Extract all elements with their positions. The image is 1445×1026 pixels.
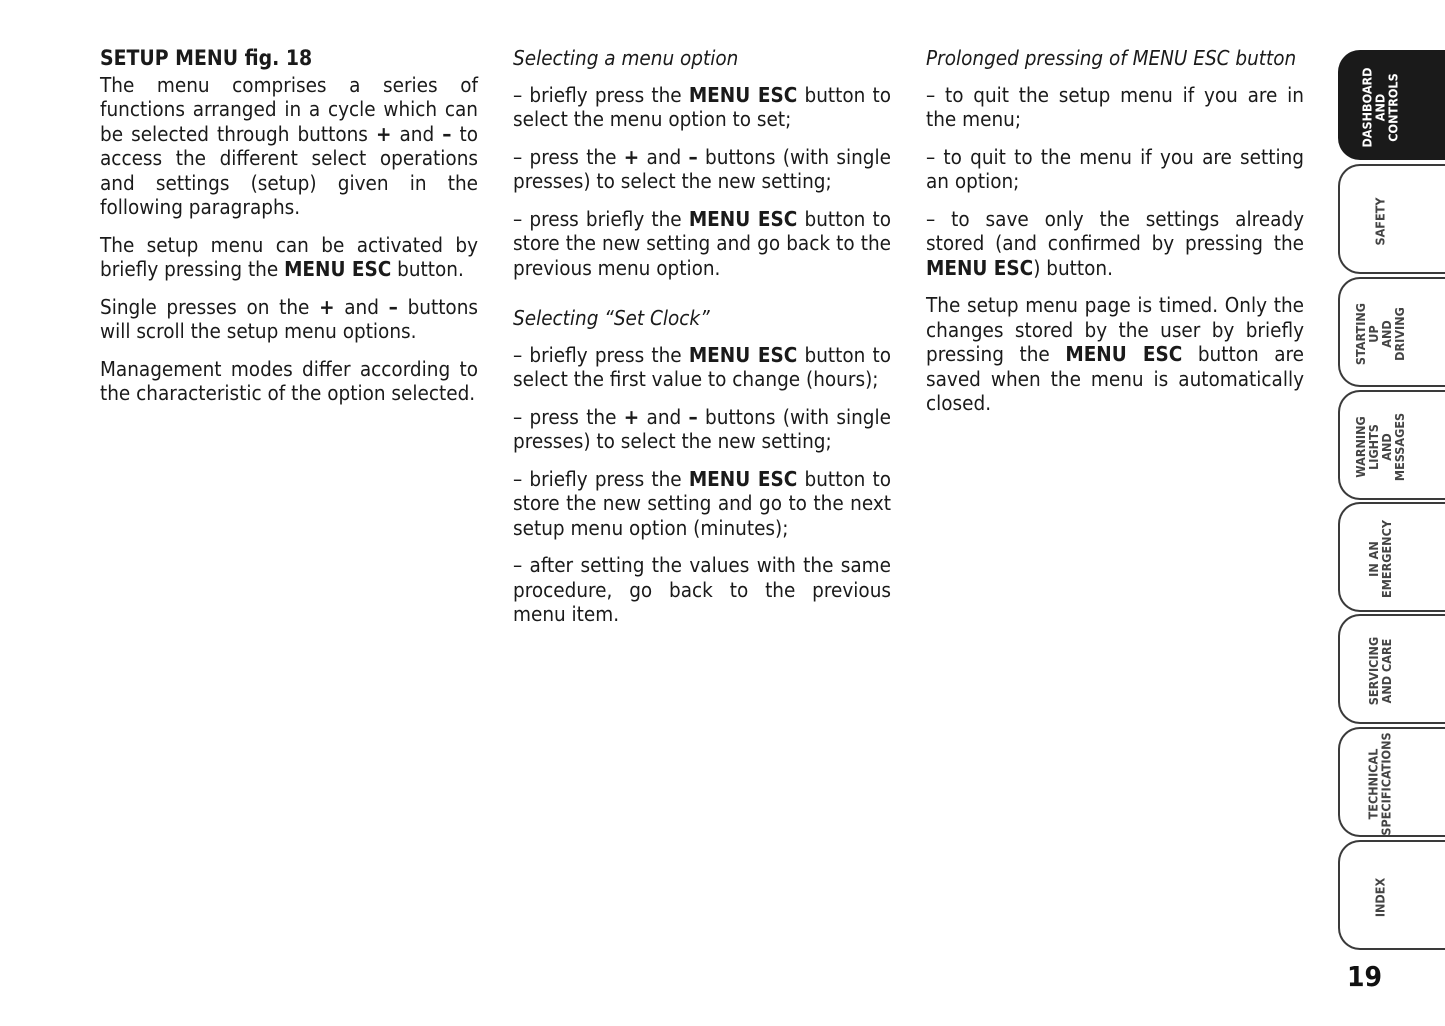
- instruction-item: – press the + and – buttons (with single presses) to select the new setting;: [513, 404, 891, 453]
- instruction-item: – press briefly the MENU ESC button to store the new setting and go back to the previous menu option.: [513, 206, 891, 280]
- column-1: [100, 46, 478, 419]
- tab-label: TECHNICAL SPECIFICATIONS: [1366, 732, 1395, 836]
- tab-label: IN AN EMERGENCY: [1366, 520, 1395, 598]
- subheading: Prolonged pressing of MENU ESC button: [926, 46, 1297, 70]
- tab-dashboard-and-controls[interactable]: [1338, 50, 1445, 160]
- tab-label: SAFETY: [1372, 197, 1388, 245]
- tab-technical-specifications[interactable]: [1338, 727, 1445, 837]
- instruction-item: – briefly press the MENU ESC button to store the new setting and go to the next setup menu option (minutes);: [513, 466, 891, 540]
- subheading: Selecting a menu option: [513, 46, 739, 70]
- instruction-item: – to quit to the menu if you are setting an option;: [926, 144, 1304, 193]
- paragraph: The menu comprises a series of functions arranged in a cycle which can be selected through buttons + and – to access the different select operations and settings (setup) given in the following paragraphs.: [100, 72, 478, 219]
- tab-warning-lights-and-messages[interactable]: [1338, 390, 1445, 500]
- section-title: SETUP MENU fig. 18: [100, 46, 313, 70]
- instruction-item: – briefly press the MENU ESC button to select the first value to change (hours);: [513, 342, 891, 391]
- instruction-item: – to quit the setup menu if you are in the menu;: [926, 82, 1304, 131]
- tab-label: WARNING LIGHTS AND MESSAGES: [1353, 412, 1407, 482]
- tab-starting-up-and-driving[interactable]: [1338, 277, 1445, 387]
- paragraph: Management modes differ according to the characteristic of the option selected.: [100, 356, 478, 405]
- tab-label: DASHBOARD AND CONTROLS: [1359, 66, 1401, 148]
- column-3: [926, 46, 1304, 429]
- subheading: Selecting “Set Clock”: [513, 306, 710, 330]
- tab-servicing-and-care[interactable]: [1338, 614, 1445, 724]
- tab-label: SERVICING AND CARE: [1366, 636, 1394, 706]
- paragraph: Single presses on the + and – buttons will scroll the setup menu options.: [100, 294, 479, 343]
- tab-safety[interactable]: [1338, 164, 1445, 274]
- tab-label: INDEX: [1372, 877, 1388, 917]
- instruction-item: – to save only the settings already stored (and confirmed by pressing the MENU ESC) button.: [926, 206, 1304, 280]
- page-number: 19: [1347, 960, 1383, 993]
- instruction-item: – briefly press the MENU ESC button to select the menu option to set;: [513, 82, 891, 131]
- instruction-item: – after setting the values with the same procedure, go back to the previous menu item.: [513, 553, 891, 626]
- tab-index[interactable]: [1338, 840, 1445, 950]
- paragraph: The setup menu page is timed. Only the changes stored by the user by briefly pressing the MENU ESC button are saved when the menu is automatically closed.: [926, 293, 1304, 415]
- paragraph: The setup menu can be activated by briefly pressing the MENU ESC button.: [100, 232, 478, 281]
- tab-in-an-emergency[interactable]: [1338, 502, 1445, 612]
- column-2: [513, 46, 891, 640]
- instruction-item: – press the + and – buttons (with single presses) to select the new setting;: [513, 144, 891, 193]
- tab-label: STARTING UP AND DRIVING: [1353, 302, 1407, 366]
